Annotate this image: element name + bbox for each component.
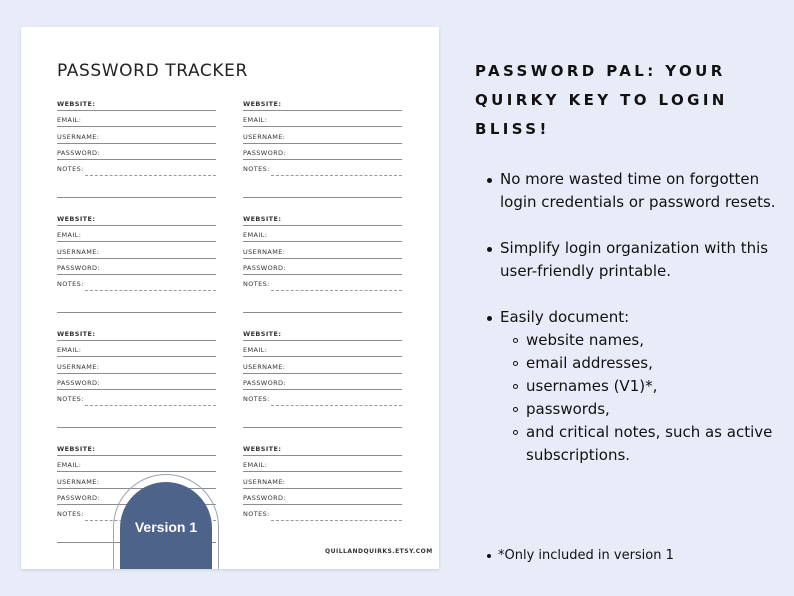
website-label: WEBSITE: <box>243 100 282 109</box>
website-label: WEBSITE: <box>57 445 96 454</box>
username-label: USERNAME: <box>243 247 286 256</box>
email-label: EMAIL: <box>243 346 268 355</box>
website-row <box>243 440 402 456</box>
email-label: EMAIL: <box>57 461 82 470</box>
website-label: WEBSITE: <box>57 100 96 109</box>
password-row <box>243 489 402 505</box>
notes-row <box>57 160 216 176</box>
notes-extra-line <box>243 427 402 428</box>
notes-extra-line <box>57 197 216 198</box>
entry-card <box>57 325 216 428</box>
username-label: USERNAME: <box>243 132 286 141</box>
entry-card <box>243 325 402 428</box>
feature-bullet: No more wasted time on forgotten login credentials or password resets. <box>487 168 787 214</box>
notes-row <box>243 160 402 176</box>
feature-bullet: Simplify login organization with this user-friendly printable. <box>487 237 787 283</box>
email-label: EMAIL: <box>57 346 82 355</box>
promo-headline: PASSWORD PAL: YOUR QUIRKY KEY TO LOGIN BLISS! <box>475 62 728 138</box>
notes-extra-row <box>57 291 216 313</box>
feature-bullet <box>487 306 787 467</box>
notes-label: NOTES: <box>243 394 270 403</box>
password-label: PASSWORD: <box>57 378 101 387</box>
website-row <box>243 95 402 111</box>
sub-item: website names, <box>500 329 787 352</box>
password-row <box>57 144 216 160</box>
email-row <box>243 111 402 127</box>
email-label: EMAIL: <box>243 461 268 470</box>
entry-card <box>243 440 402 521</box>
username-row <box>57 127 216 143</box>
notes-label: NOTES: <box>243 279 270 288</box>
username-row <box>243 242 402 258</box>
entry-card <box>57 95 216 198</box>
version-footnote: *Only included in version 1 <box>487 546 674 566</box>
notes-extra-line <box>57 427 216 428</box>
entry-card <box>243 210 402 313</box>
website-row <box>243 325 402 341</box>
password-row <box>57 374 216 390</box>
notes-label: NOTES: <box>57 279 84 288</box>
email-row <box>243 456 402 472</box>
notes-label: NOTES: <box>57 394 84 403</box>
notes-extra-line <box>243 312 402 313</box>
notes-extra-row <box>243 406 402 428</box>
notes-row <box>57 275 216 291</box>
website-label: WEBSITE: <box>57 215 96 224</box>
password-label: PASSWORD: <box>243 148 287 157</box>
notes-row <box>243 390 402 406</box>
website-row <box>243 210 402 226</box>
notes-label: NOTES: <box>243 164 270 173</box>
username-label: USERNAME: <box>243 477 286 486</box>
password-tracker-sheet <box>21 27 439 569</box>
shop-url: QUILLANDQUIRKS.ETSY.COM <box>325 548 433 555</box>
website-row <box>57 95 216 111</box>
notes-label: NOTES: <box>57 509 84 518</box>
username-label: USERNAME: <box>57 477 100 486</box>
website-label: WEBSITE: <box>243 445 282 454</box>
password-label: PASSWORD: <box>57 493 101 502</box>
feature-bullet-text: Easily document: <box>500 308 630 326</box>
sheet-title: PASSWORD TRACKER <box>57 61 248 81</box>
website-row <box>57 440 216 456</box>
email-row <box>57 341 216 357</box>
notes-label: NOTES: <box>243 509 270 518</box>
notes-label: NOTES: <box>57 164 84 173</box>
password-row <box>243 144 402 160</box>
username-label: USERNAME: <box>243 362 286 371</box>
email-row <box>243 341 402 357</box>
notes-row <box>57 390 216 406</box>
website-row <box>57 325 216 341</box>
username-label: USERNAME: <box>57 362 100 371</box>
username-label: USERNAME: <box>57 247 100 256</box>
notes-extra-line <box>57 312 216 313</box>
email-label: EMAIL: <box>243 116 268 125</box>
username-row <box>243 472 402 488</box>
email-label: EMAIL: <box>243 231 268 240</box>
entry-card <box>57 210 216 313</box>
email-row <box>57 456 216 472</box>
email-label: EMAIL: <box>57 116 82 125</box>
website-label: WEBSITE: <box>243 330 282 339</box>
username-label: USERNAME: <box>57 132 100 141</box>
password-label: PASSWORD: <box>243 493 287 502</box>
notes-extra-line <box>243 197 402 198</box>
notes-extra-row <box>57 406 216 428</box>
username-row <box>57 242 216 258</box>
website-label: WEBSITE: <box>243 215 282 224</box>
sub-item: and critical notes, such as active subscriptions. <box>500 421 787 467</box>
password-row <box>243 374 402 390</box>
website-label: WEBSITE: <box>57 330 96 339</box>
version-badge-label: Version 1 <box>134 519 198 535</box>
password-label: PASSWORD: <box>243 378 287 387</box>
password-label: PASSWORD: <box>243 263 287 272</box>
sub-item: usernames (V1)*, <box>500 375 787 398</box>
username-row <box>243 357 402 373</box>
username-row <box>243 127 402 143</box>
email-row <box>243 226 402 242</box>
sub-item: email addresses, <box>500 352 787 375</box>
notes-extra-row <box>243 291 402 313</box>
feature-list <box>487 168 787 467</box>
notes-extra-row <box>57 176 216 198</box>
notes-line <box>271 520 402 521</box>
email-row <box>57 226 216 242</box>
notes-row <box>243 505 402 521</box>
website-row <box>57 210 216 226</box>
password-label: PASSWORD: <box>57 148 101 157</box>
email-label: EMAIL: <box>57 231 82 240</box>
password-row <box>57 259 216 275</box>
entry-card <box>243 95 402 198</box>
username-row <box>57 357 216 373</box>
password-row <box>243 259 402 275</box>
notes-row <box>243 275 402 291</box>
password-label: PASSWORD: <box>57 263 101 272</box>
email-row <box>57 111 216 127</box>
sub-item: passwords, <box>500 398 787 421</box>
notes-extra-row <box>243 176 402 198</box>
